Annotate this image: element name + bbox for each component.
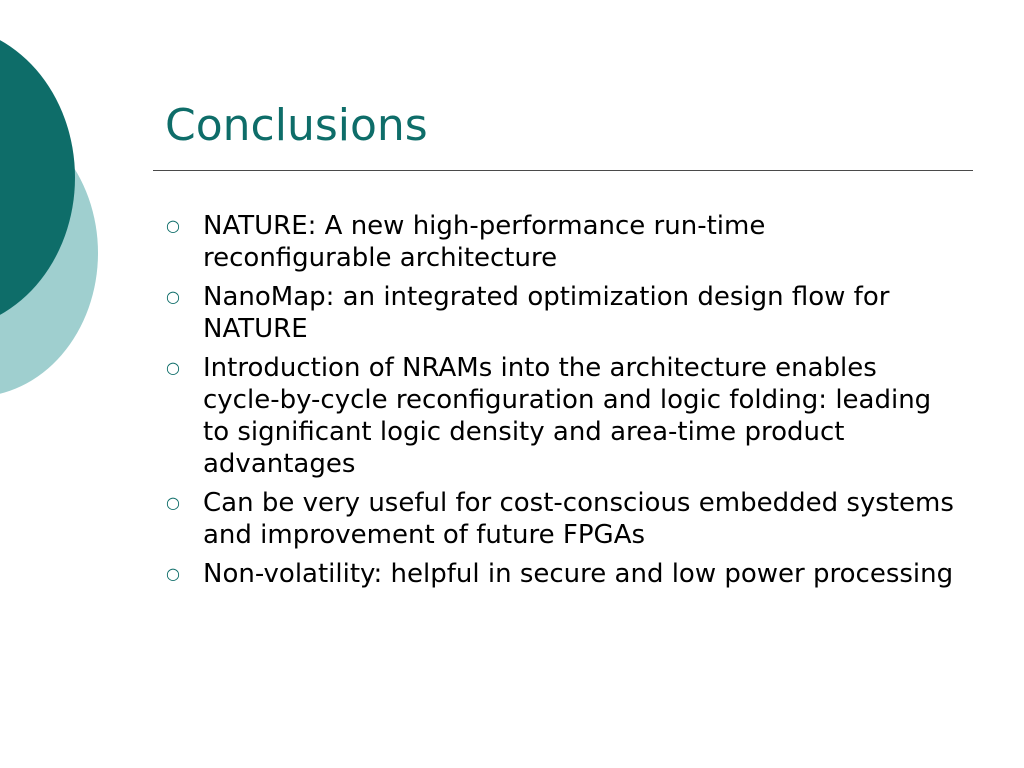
bullet-circle-icon: ○ (166, 564, 180, 583)
bullet-item (160, 281, 960, 345)
bullet-item (160, 352, 960, 480)
bullet-text: Non-volatility: helpful in secure and low power processing (203, 559, 954, 589)
bullet-text: Introduction of NRAMs into the architecture enables cycle-by-cycle reconfiguration and logic folding: leading to significant logic density and area-time product advantages (203, 353, 932, 479)
bullet-circle-icon: ○ (166, 358, 180, 377)
bullet-item (160, 210, 960, 274)
bullet-circle-icon: ○ (166, 216, 180, 235)
bullet-item (160, 487, 960, 551)
bullet-text: NanoMap: an integrated optimization design flow for NATURE (203, 282, 890, 344)
slide-title: Conclusions (165, 100, 428, 151)
bullet-circle-icon: ○ (166, 287, 180, 306)
bullet-list (160, 210, 960, 597)
bullet-text: NATURE: A new high-performance run-time reconfigurable architecture (203, 211, 766, 273)
bullet-text: Can be very useful for cost-conscious embedded systems and improvement of future FPGAs (203, 488, 954, 550)
bullet-item (160, 558, 960, 590)
title-divider (153, 170, 973, 171)
bullet-circle-icon: ○ (166, 493, 180, 512)
